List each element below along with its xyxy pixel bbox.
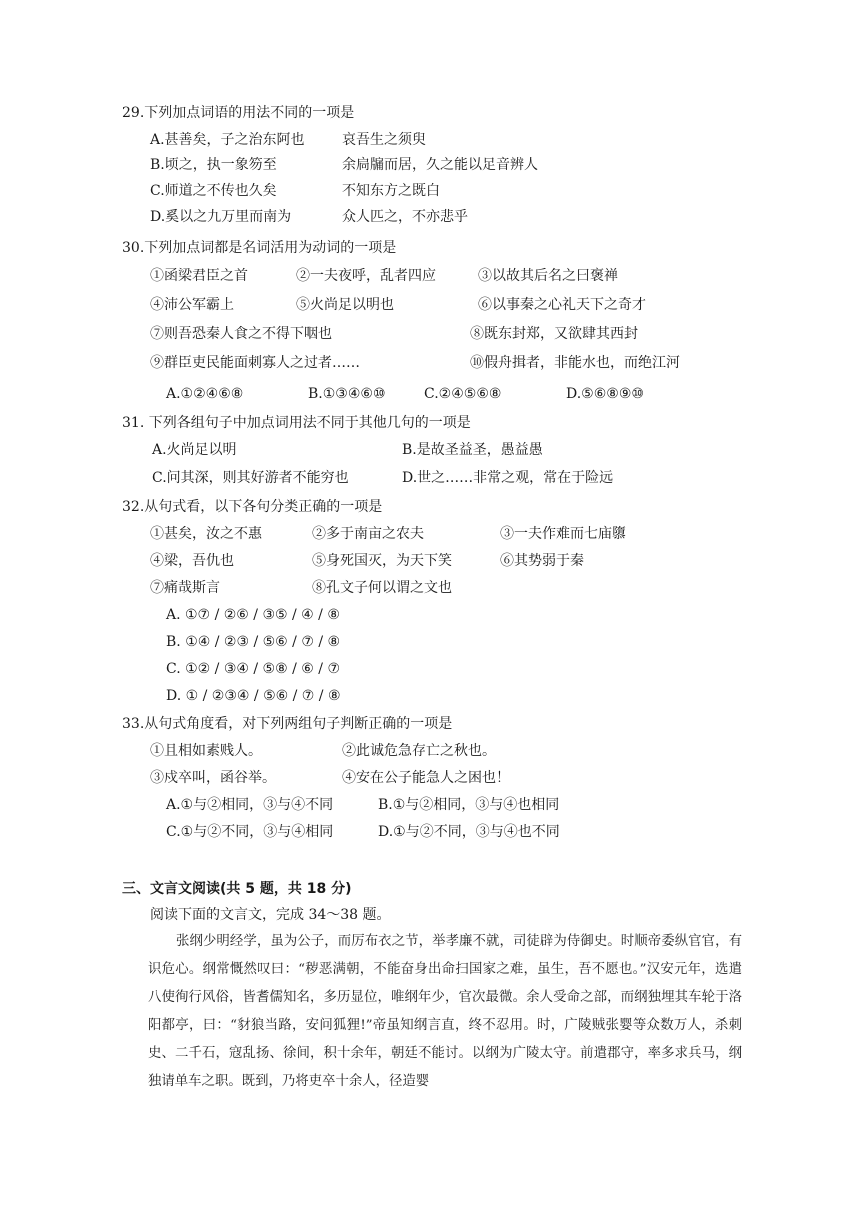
q32-option-d: D. ① / ②③④ / ⑤⑥ / ⑦ / ⑧: [166, 688, 341, 704]
q30-item-5: ⑤火尚足以明也: [296, 297, 394, 313]
q33-option-a: A.①与②相同，③与④不同: [166, 797, 334, 813]
q32-item-2: ②多于南亩之农夫: [312, 526, 424, 542]
q29-option-d-right: 众人匹之，不亦悲乎: [342, 209, 468, 225]
q32-item-1: ①甚矣，汝之不惠: [150, 526, 262, 542]
q32-stem: 32.从句式看，以下各句分类正确的一项是: [122, 499, 383, 515]
q33-option-d: D.①与②不同，③与④也不同: [378, 824, 560, 840]
q30-option-d: D.⑤⑥⑧⑨⑩: [566, 386, 644, 402]
q32-item-8: ⑧孔文子何以谓之文也: [312, 580, 452, 596]
q30-item-1: ①函梁君臣之首: [150, 268, 248, 284]
q30-stem: 30.下列加点词都是名词活用为动词的一项是: [122, 240, 397, 256]
q29-option-c-right: 不知东方之既白: [342, 183, 440, 199]
q29-option-c-left: C.师道之不传也久矣: [150, 183, 277, 199]
q29-option-b-left: B.顷之，执一象笏至: [150, 157, 277, 173]
q30-option-b: B.①③④⑥⑩: [308, 386, 386, 402]
q33-item-4: ④安在公子能急人之困也！: [342, 770, 510, 786]
q32-item-6: ⑥其势弱于秦: [500, 553, 584, 569]
q30-item-3: ③以故其后名之曰褒禅: [478, 268, 618, 284]
section-heading: 三、文言文阅读(共 5 题，共 18 分): [122, 881, 352, 897]
q32-option-b: B. ①④ / ②③ / ⑤⑥ / ⑦ / ⑧: [166, 634, 341, 650]
q31-option-a: A.火尚足以明: [152, 442, 237, 458]
q30-item-9: ⑨群臣吏民能面刺寡人之过者……: [150, 355, 360, 371]
q31-stem: 31. 下列各组句子中加点词用法不同于其他几句的一项是: [122, 415, 471, 431]
q32-option-c: C. ①② / ③④ / ⑤⑧ / ⑥ / ⑦: [166, 661, 340, 677]
q29-option-a-left: A.甚善矣，子之治东阿也: [150, 132, 305, 148]
q33-option-c: C.①与②不同，③与④相同: [166, 824, 334, 840]
q32-item-4: ④梁，吾仇也: [150, 553, 234, 569]
q31-option-c: C.问其深，则其好游者不能穷也: [152, 470, 349, 486]
classical-passage: 张纲少明经学，虽为公子，而厉布衣之节，举孝廉不就，司徒辟为侍御史。时顺帝委纵官官，有识危心。纲常慨然叹曰：“秽恶满朝，不能奋身出命扫国家之难，虽生，吾不愿也。”汉安元年，选遣八使徇行风俗，皆耆儒知名，多历显位，唯纲年少，官次最微。余人受命之部，而纲独埋其车轮于洛阳都亭，曰：“豺狼当路，安问狐狸!”帝虽知纲言直，终不忍用。时，广陵贼张婴等众数万人，杀刺史、二千石，寇乱扬、徐间，积十余年，朝廷不能讨。以纲为广陵太守。前遣郡守，率多求兵马，纲独请单车之职。既到，乃将吏卒十余人，径造婴: [148, 934, 742, 1089]
q33-stem: 33.从句式角度看，对下列两组句子判断正确的一项是: [122, 716, 453, 732]
q31-option-d: D.世之……非常之观，常在于险远: [402, 470, 614, 486]
q29-stem: 29.下列加点词语的用法不同的一项是: [122, 105, 355, 121]
q29-option-d-left: D.奚以之九万里而南为: [150, 209, 292, 225]
section-instruction: 阅读下面的文言文，完成 34～38 题。: [150, 907, 391, 923]
q30-item-10: ⑩假舟揖者，非能水也，而绝江河: [470, 355, 680, 371]
q33-item-3: ③戍卒叫，函谷举。: [150, 770, 276, 786]
q30-item-2: ②一夫夜呼，乱者四应: [296, 268, 436, 284]
q30-option-c: C.②④⑤⑥⑧: [424, 386, 502, 402]
q33-option-b: B.①与②相同，③与④也相同: [378, 797, 560, 813]
q32-item-3: ③一夫作难而七庙隳: [500, 526, 626, 542]
q32-option-a: A. ①⑦ / ②⑥ / ③⑤ / ④ / ⑧: [166, 607, 340, 623]
q30-item-7: ⑦则吾恐秦人食之不得下咽也: [150, 326, 332, 342]
q30-option-a: A.①②④⑥⑧: [166, 386, 244, 402]
q31-option-b: B.是故圣益圣，愚益愚: [402, 442, 543, 458]
q30-item-8: ⑧既东封郑，又欲肆其西封: [470, 326, 638, 342]
q32-item-5: ⑤身死国灭，为天下笑: [312, 553, 452, 569]
q30-item-6: ⑥以事秦之心礼天下之奇才: [478, 297, 646, 313]
q33-item-1: ①且相如素贱人。: [150, 743, 262, 759]
q33-item-2: ②此诚危急存亡之秋也。: [342, 743, 496, 759]
q29-option-a-right: 哀吾生之须臾: [342, 132, 426, 148]
q29-option-b-right: 余扃牖而居，久之能以足音辨人: [342, 157, 538, 173]
q32-item-7: ⑦痛哉斯言: [150, 580, 220, 596]
q30-item-4: ④沛公军霸上: [150, 297, 234, 313]
